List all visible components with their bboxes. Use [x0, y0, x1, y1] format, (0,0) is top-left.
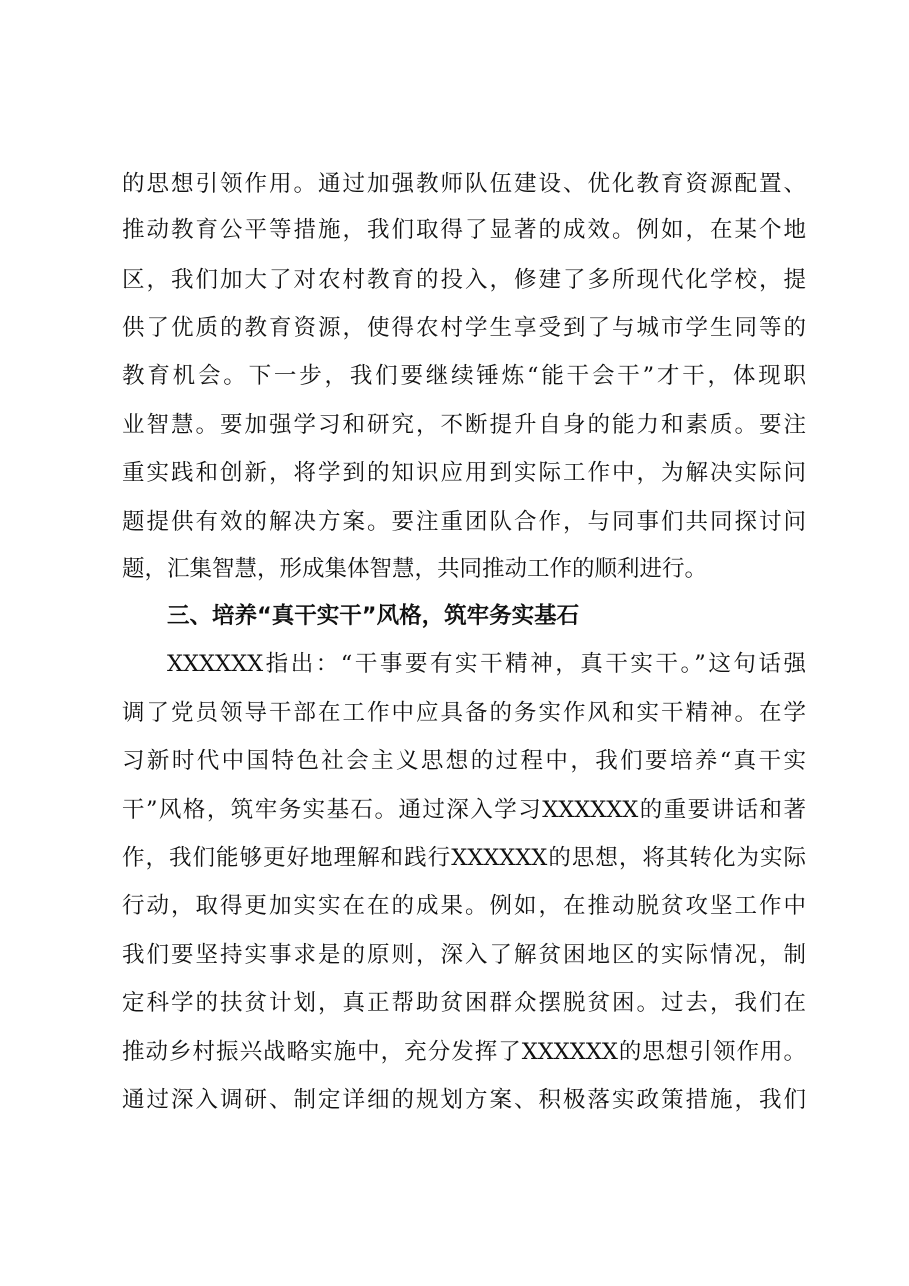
body-text-line: 干”风格，筑牢务实基石。通过深入学习XXXXXX的重要讲话和著 — [122, 797, 806, 823]
body-text-line: 推动乡村振兴战略实施中，充分发挥了XXXXXX的思想引领作用。 — [122, 1039, 806, 1065]
paragraph-first-line: XXXXXX指出：“干事要有实干精神，真干实干。”这句话强 — [167, 651, 806, 677]
body-text-line: 习新时代中国特色社会主义思想的过程中，我们要培养“真干实 — [122, 748, 806, 774]
body-text-line: 作，我们能够更好地理解和践行XXXXXX的思想，将其转化为实际 — [122, 845, 806, 871]
body-text-line: 教育机会。下一步，我们要继续锤炼“能干会干”才干，体现职 — [122, 363, 806, 389]
body-text-line-last: 题，汇集智慧，形成集体智慧，共同推动工作的顺利进行。 — [122, 556, 708, 582]
body-text-line: 供了优质的教育资源，使得农村学生享受到了与城市学生同等的 — [122, 315, 806, 341]
body-text-line: 业智慧。要加强学习和研究，不断提升自身的能力和素质。要注 — [122, 412, 806, 438]
body-text-line: 定科学的扶贫计划，真正帮助贫困群众摆脱贫困。过去，我们在 — [122, 990, 806, 1016]
body-text-line: 行动，取得更加实实在在的成果。例如，在推动脱贫攻坚工作中 — [122, 893, 806, 919]
body-text-line: 区，我们加大了对农村教育的投入，修建了多所现代化学校，提 — [122, 267, 806, 293]
section-heading: 三、培养“真干实干”风格，筑牢务实基石 — [167, 603, 580, 629]
body-text-line: 我们要坚持实事求是的原则，深入了解贫困地区的实际情况，制 — [122, 942, 806, 968]
body-text-line: 题提供有效的解决方案。要注重团队合作，与同事们共同探讨问 — [122, 509, 806, 535]
body-text-line: 重实践和创新，将学到的知识应用到实际工作中，为解决实际问 — [122, 460, 806, 486]
body-text-line: 通过深入调研、制定详细的规划方案、积极落实政策措施，我们 — [122, 1087, 806, 1113]
body-text-line: 推动教育公平等措施，我们取得了显著的成效。例如，在某个地 — [122, 217, 806, 243]
body-text-line: 的思想引领作用。通过加强教师队伍建设、优化教育资源配置、 — [122, 171, 806, 197]
body-text-line: 调了党员领导干部在工作中应具备的务实作风和实干精神。在学 — [122, 700, 806, 726]
